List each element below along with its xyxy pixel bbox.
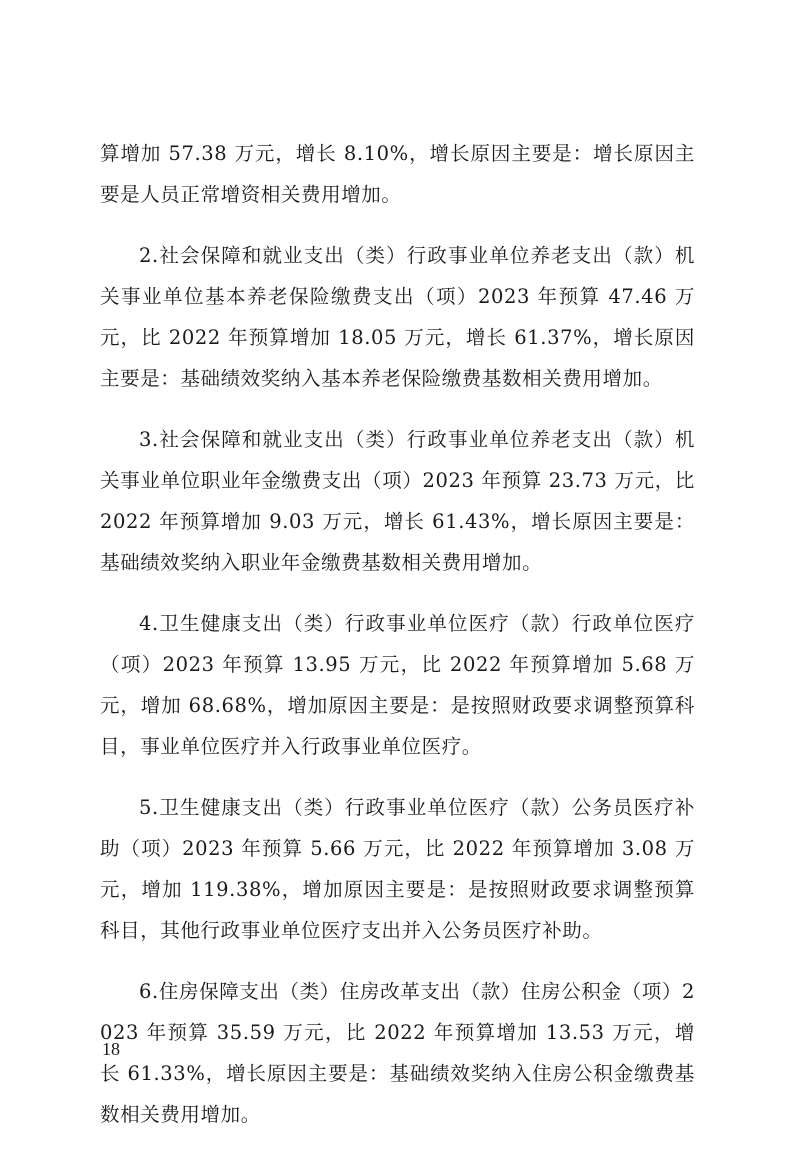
body-text	[100, 133, 695, 1155]
paragraph-2-pension-insurance: 2.社会保障和就业支出（类）行政事业单位养老支出（款）机关事业单位基本养老保险缴费支出（项）2023 年预算 47.46 万元，比 2022 年预算增加 18.05 万元，增长 61.37%，增长原因主要是：基础绩效奖纳入基本养老保险缴费基数相关费用增加。	[100, 244, 695, 390]
paragraph-5-civil-servant-medical: 5.卫生健康支出（类）行政事业单位医疗（款）公务员医疗补助（项）2023 年预算 5.66 万元，比 2022 年预算增加 3.08 万元，增加 119.38%，增加原因主要是：是按照财政要求调整预算科目，其他行政事业单位医疗支出并入公务员医疗补助。	[100, 796, 695, 942]
page-number: 18	[102, 1039, 120, 1059]
paragraph-3-occupational-annuity: 3.社会保障和就业支出（类）行政事业单位养老支出（款）机关事业单位职业年金缴费支出（项）2023 年预算 23.73 万元，比 2022 年预算增加 9.03 万元，增长 61.43%，增长原因主要是：基础绩效奖纳入职业年金缴费基数相关费用增加。	[100, 428, 695, 574]
paragraph-1-continuation: 算增加 57.38 万元，增长 8.10%，增长原因主要是：增长原因主要是人员正常增资相关费用增加。	[100, 142, 695, 206]
paragraph-6-housing-fund: 6.住房保障支出（类）住房改革支出（款）住房公积金（项）2023 年预算 35.59 万元，比 2022 年预算增加 13.53 万元，增长 61.33%，增长原因主要是：基础绩效奖纳入住房公积金缴费基数相关费用增加。	[100, 980, 695, 1126]
paragraph-4-administrative-medical: 4.卫生健康支出（类）行政事业单位医疗（款）行政单位医疗（项）2023 年预算 13.95 万元，比 2022 年预算增加 5.68 万元，增加 68.68%，增加原因主要是：是按照财政要求调整预算科目，事业单位医疗并入行政事业单位医疗。	[100, 612, 695, 758]
